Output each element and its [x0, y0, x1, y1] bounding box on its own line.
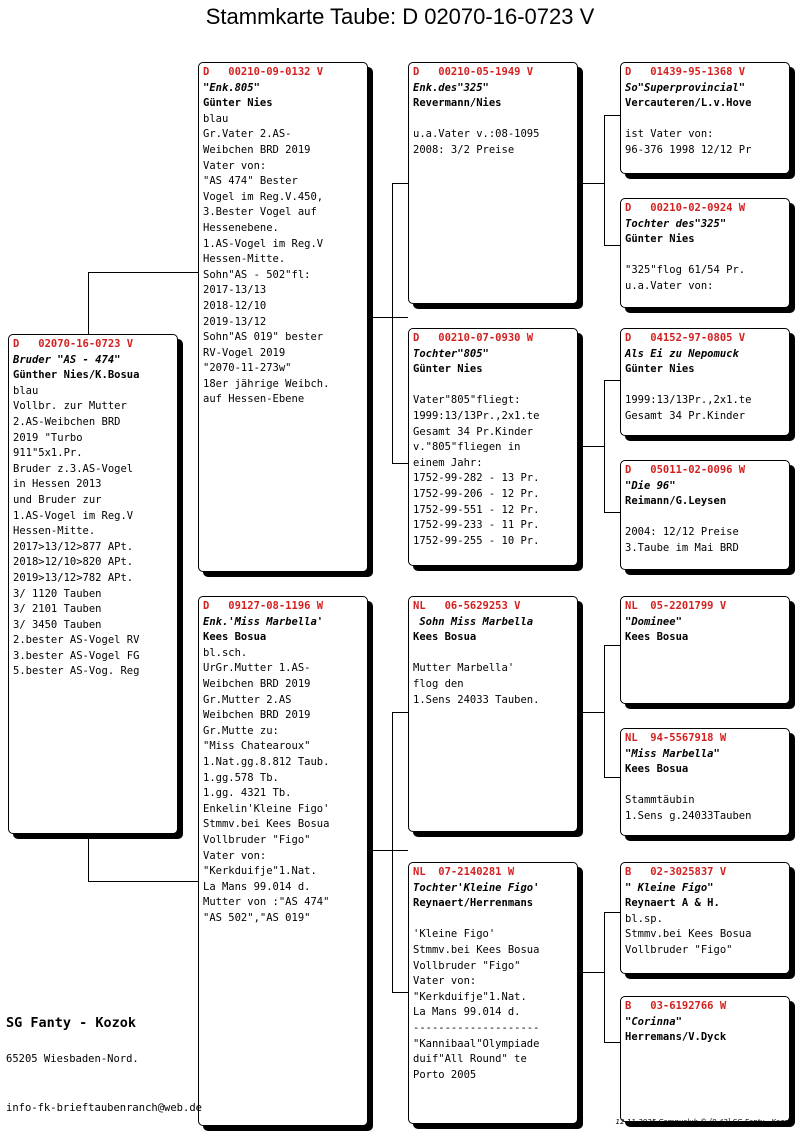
detail-line	[625, 378, 785, 394]
breeder-name: Reynaert/Herrenmans	[413, 897, 534, 910]
detail-line: Vater von:	[203, 849, 267, 862]
pedigree-card-paternal-grandmother	[408, 328, 578, 566]
detail-line: "2070-11-273w"	[203, 362, 292, 375]
connector-line	[392, 712, 393, 992]
detail-line: "AS 502","AS 019"	[203, 911, 311, 924]
detail-line	[413, 112, 573, 128]
connector-line	[604, 645, 605, 777]
connector-line	[604, 115, 620, 116]
detail-line: 5.bester AS-Vog. Reg	[13, 665, 140, 678]
connector-line	[578, 712, 604, 713]
detail-line: Bruder z.3.AS-Vogel	[13, 462, 134, 475]
breeder-name: Günter Nies	[625, 233, 695, 246]
connector-line	[604, 777, 620, 778]
detail-line: 1752-99-551 - 12 Pr.	[413, 503, 540, 516]
detail-line: Stmmv.bei Kees Bosua	[625, 928, 752, 941]
ring-number: D 00210-02-0924 W	[625, 202, 746, 214]
detail-line: 2008: 3/2 Preise	[413, 143, 515, 156]
ring-number: NL 94-5567918 W	[625, 732, 727, 744]
detail-line: 2019-13/12	[203, 315, 267, 328]
breeder-name: Herremans/V.Dyck	[625, 1031, 727, 1044]
detail-line: Stmmv.bei Kees Bosua	[203, 818, 330, 831]
connector-line	[604, 912, 620, 913]
connector-line	[88, 272, 200, 273]
connector-line	[578, 446, 604, 447]
ring-number: D 00210-05-1949 V	[413, 66, 534, 78]
pigeon-name: "Corinna"	[625, 1015, 682, 1028]
detail-line: 18er jährige Weibch.	[203, 377, 330, 390]
detail-line: bl.sch.	[203, 646, 248, 659]
detail-line: v."805"fliegen in	[413, 441, 521, 454]
pedigree-card-paternal-grandfather	[408, 62, 578, 304]
breeder-name: Reimann/G.Leysen	[625, 495, 727, 508]
detail-line	[413, 378, 573, 394]
detail-line: 2017-13/13	[203, 284, 267, 297]
detail-line: 2004: 12/12 Preise	[625, 526, 739, 539]
detail-line	[625, 510, 785, 526]
breeder-name: Kees Bosua	[413, 631, 477, 644]
breeder-name: Kees Bosua	[625, 631, 689, 644]
pedigree-card-fmf	[620, 328, 790, 436]
detail-line: Vogel im Reg.V.450,	[203, 190, 324, 203]
pedigree-card-mff	[620, 596, 790, 704]
pigeon-name: Als Ei zu Nepomuck	[625, 347, 739, 360]
detail-line: einem Jahr:	[413, 456, 483, 469]
detail-line: 1752-99-206 - 12 Pr.	[413, 487, 540, 500]
detail-line: Gr.Mutter 2.AS	[203, 693, 292, 706]
detail-line: Vater von:	[413, 975, 477, 988]
detail-line: u.a.Vater v.:08-1095	[413, 128, 540, 141]
ring-number: D 05011-02-0096 W	[625, 464, 746, 476]
detail-line: "Kannibaal"Olympiade	[413, 1037, 540, 1050]
ring-number: NL 06-5629253 V	[413, 600, 521, 612]
ring-number: D 00210-09-0132 V	[203, 66, 324, 78]
detail-line: Vater"805"fliegt:	[413, 394, 521, 407]
connector-line	[392, 183, 408, 184]
detail-line: 911"5x1.Pr.	[13, 447, 83, 460]
connector-line	[392, 183, 393, 463]
detail-line: 1.gg. 4321 Tb.	[203, 787, 292, 800]
detail-line: in Hessen 2013	[13, 478, 102, 491]
pedigree-card-ffm	[620, 198, 790, 308]
connector-line	[604, 245, 620, 246]
detail-line: Vollbruder "Figo"	[625, 943, 733, 956]
detail-line: "Kerkduifje"1.Nat.	[413, 990, 527, 1003]
pigeon-name: "Dominee"	[625, 615, 682, 628]
connector-line	[578, 972, 604, 973]
breeder-name: Günter Nies	[625, 363, 695, 376]
detail-line: duif"All Round" te	[413, 1053, 527, 1066]
detail-line: 1752-99-282 - 13 Pr.	[413, 472, 540, 485]
pedigree-card-mfm	[620, 728, 790, 836]
detail-line: 1752-99-255 - 10 Pr.	[413, 534, 540, 547]
ring-number: D 01439-95-1368 V	[625, 66, 746, 78]
connector-line	[604, 115, 605, 245]
detail-line: bl.sp.	[625, 912, 663, 925]
connector-line	[604, 912, 605, 1042]
detail-line: Porto 2005	[413, 1068, 477, 1081]
detail-line: 1.Sens 24033 Tauben.	[413, 693, 540, 706]
pigeon-name: Enk.'Miss Marbella'	[203, 615, 324, 628]
connector-line	[88, 272, 89, 334]
detail-line: blau	[13, 384, 39, 397]
ring-number: B 02-3025837 V	[625, 866, 727, 878]
ring-number: D 02070-16-0723 V	[13, 338, 134, 350]
breeder-name: Reynaert A & H.	[625, 897, 720, 910]
detail-line	[413, 646, 573, 662]
detail-line: Vollbruder "Figo"	[413, 959, 521, 972]
breeder-name: Vercauteren/L.v.Hove	[625, 97, 752, 110]
detail-line	[625, 248, 785, 264]
detail-line: 3/ 3450 Tauben	[13, 618, 102, 631]
ring-number: D 04152-97-0805 V	[625, 332, 746, 344]
pedigree-card-mmf	[620, 862, 790, 974]
detail-line: Vollbruder "Figo"	[203, 833, 311, 846]
pedigree-card-fmm	[620, 460, 790, 570]
detail-line: 3/ 1120 Tauben	[13, 587, 102, 600]
breeder-name: Günter Nies	[413, 363, 483, 376]
detail-line: 2018-12/10	[203, 299, 267, 312]
detail-line: Mutter Marbella'	[413, 662, 515, 675]
detail-line: La Mans 99.014 d.	[203, 880, 311, 893]
detail-line: RV-Vogel 2019	[203, 346, 286, 359]
breeder-name: Günther Nies/K.Bosua	[13, 369, 140, 382]
connector-line	[368, 317, 408, 318]
detail-line: 1.Nat.gg.8.812 Taub.	[203, 755, 330, 768]
detail-line	[413, 912, 573, 928]
pigeon-name: Tochter"805"	[413, 347, 489, 360]
pedigree-card-father	[198, 62, 368, 572]
connector-line	[88, 881, 200, 882]
pigeon-name: So"Superprovincial"	[625, 81, 746, 94]
detail-line: La Mans 99.014 d.	[413, 1006, 521, 1019]
detail-line: auf Hessen-Ebene	[203, 393, 305, 406]
connector-line	[88, 834, 89, 881]
detail-line: 'Kleine Figo'	[413, 928, 496, 941]
connector-line	[604, 512, 620, 513]
detail-line: flog den	[413, 677, 464, 690]
detail-line: 1.AS-Vogel im Reg.V	[13, 509, 134, 522]
pedigree-card-maternal-grandmother	[408, 862, 578, 1124]
detail-line: 2018>12/10>820 APt.	[13, 556, 134, 569]
detail-line: Sohn"AS - 502"fl:	[203, 268, 311, 281]
detail-line: --------------------	[413, 1021, 540, 1034]
detail-line: "Miss Chatearoux"	[203, 740, 311, 753]
connector-line	[604, 380, 605, 512]
detail-line: 96-376 1998 12/12 Pr	[625, 143, 752, 156]
detail-line: und Bruder zur	[13, 493, 102, 506]
pedigree-card-mmm	[620, 996, 790, 1122]
detail-line: Mutter von :"AS 474"	[203, 896, 330, 909]
detail-line: 1.AS-Vogel im Reg.V	[203, 237, 324, 250]
detail-line	[625, 778, 785, 794]
detail-line: Stammtäubin	[625, 794, 695, 807]
detail-line: blau	[203, 112, 229, 125]
pedigree-card-mother	[198, 596, 368, 1126]
owner-name: SG Fanty - Kozok	[6, 1015, 137, 1031]
detail-line: Stmmv.bei Kees Bosua	[413, 943, 540, 956]
connector-line	[578, 183, 604, 184]
connector-line	[604, 380, 620, 381]
connector-line	[368, 850, 408, 851]
detail-line: Gesamt 34 Pr.Kinder	[413, 425, 534, 438]
pigeon-name: Sohn Miss Marbella	[413, 615, 534, 628]
detail-line: Gr.Vater 2.AS-	[203, 128, 292, 141]
pigeon-name: "Die 96"	[625, 479, 676, 492]
detail-line: "Kerkduifje"1.Nat.	[203, 865, 317, 878]
pedigree-card-subject	[8, 334, 178, 834]
detail-line: Hessen-Mitte.	[203, 253, 286, 266]
detail-line: Weibchen BRD 2019	[203, 677, 311, 690]
owner-email[interactable]: info-fk-brieftaubenranch@web.de	[6, 1102, 202, 1114]
detail-line: 1.Sens g.24033Tauben	[625, 809, 752, 822]
detail-line: 3.Bester Vogel auf	[203, 206, 317, 219]
detail-line: 1999:13/13Pr.,2x1.te	[625, 394, 752, 407]
pigeon-name: "Enk.805"	[203, 81, 260, 94]
detail-line: 3/ 2101 Tauben	[13, 603, 102, 616]
detail-line: 1.gg.578 Tb.	[203, 771, 279, 784]
pigeon-name: "Miss Marbella"	[625, 747, 720, 760]
ring-number: NL 07-2140281 W	[413, 866, 515, 878]
pigeon-name: " Kleine Figo"	[625, 881, 714, 894]
detail-line: 1999:13/13Pr.,2x1.te	[413, 409, 540, 422]
connector-line	[604, 645, 620, 646]
pigeon-name: Enk.des"325"	[413, 81, 489, 94]
detail-line: Weibchen BRD 2019	[203, 143, 311, 156]
ring-number: B 03-6192766 W	[625, 1000, 727, 1012]
detail-line: Enkelin'Kleine Figo'	[203, 802, 330, 815]
detail-line: "AS 474" Bester	[203, 175, 298, 188]
breeder-name: Kees Bosua	[625, 763, 689, 776]
pedigree-card-maternal-grandfather	[408, 596, 578, 832]
ring-number: D 00210-07-0930 W	[413, 332, 534, 344]
detail-line: Vater von:	[203, 159, 267, 172]
ring-number: NL 05-2201799 V	[625, 600, 727, 612]
detail-line: 1752-99-233 - 11 Pr.	[413, 519, 540, 532]
detail-line: 2019 "Turbo	[13, 431, 83, 444]
connector-line	[392, 712, 408, 713]
connector-line	[604, 1042, 620, 1043]
breeder-name: Revermann/Nies	[413, 97, 502, 110]
detail-line: 3.Taube im Mai BRD	[625, 541, 739, 554]
page-title: Stammkarte Taube: D 02070-16-0723 V	[205, 4, 595, 29]
detail-line: Hessenebene.	[203, 221, 279, 234]
pigeon-name: Bruder "AS - 474"	[13, 353, 121, 366]
detail-line: Weibchen BRD 2019	[203, 709, 311, 722]
breeder-name: Günter Nies	[203, 97, 273, 110]
detail-line: 2019>13/12>782 APt.	[13, 571, 134, 584]
detail-line: Hessen-Mitte.	[13, 525, 96, 538]
detail-line: 3.bester AS-Vogel FG	[13, 649, 140, 662]
pigeon-name: Tochter des"325"	[625, 217, 727, 230]
detail-line: Gesamt 34 Pr.Kinder	[625, 409, 746, 422]
ring-number: D 09127-08-1196 W	[203, 600, 324, 612]
pedigree-card-fff	[620, 62, 790, 174]
detail-line: ist Vater von:	[625, 128, 714, 141]
detail-line: Vollbr. zur Mutter	[13, 400, 127, 413]
detail-line: 2.AS-Weibchen BRD	[13, 415, 121, 428]
detail-line: 2017>13/12>877 APt.	[13, 540, 134, 553]
connector-line	[392, 463, 408, 464]
detail-line: UrGr.Mutter 1.AS-	[203, 662, 311, 675]
connector-line	[392, 992, 408, 993]
detail-line: 2.bester AS-Vogel RV	[13, 634, 140, 647]
pigeon-name: Tochter'Kleine Figo'	[413, 881, 540, 894]
detail-line: "325"flog 61/54 Pr.	[625, 264, 746, 277]
detail-line: u.a.Vater von:	[625, 279, 714, 292]
detail-line	[625, 112, 785, 128]
detail-line: Sohn"AS 019" bester	[203, 331, 324, 344]
owner-address: 65205 Wiesbaden-Nord.	[6, 1053, 139, 1065]
print-credit: 12-11-2025 Compuclub © [9.42] SG Fanty - Kozok	[615, 1118, 792, 1126]
detail-line: Gr.Mutte zu:	[203, 724, 279, 737]
breeder-name: Kees Bosua	[203, 631, 267, 644]
